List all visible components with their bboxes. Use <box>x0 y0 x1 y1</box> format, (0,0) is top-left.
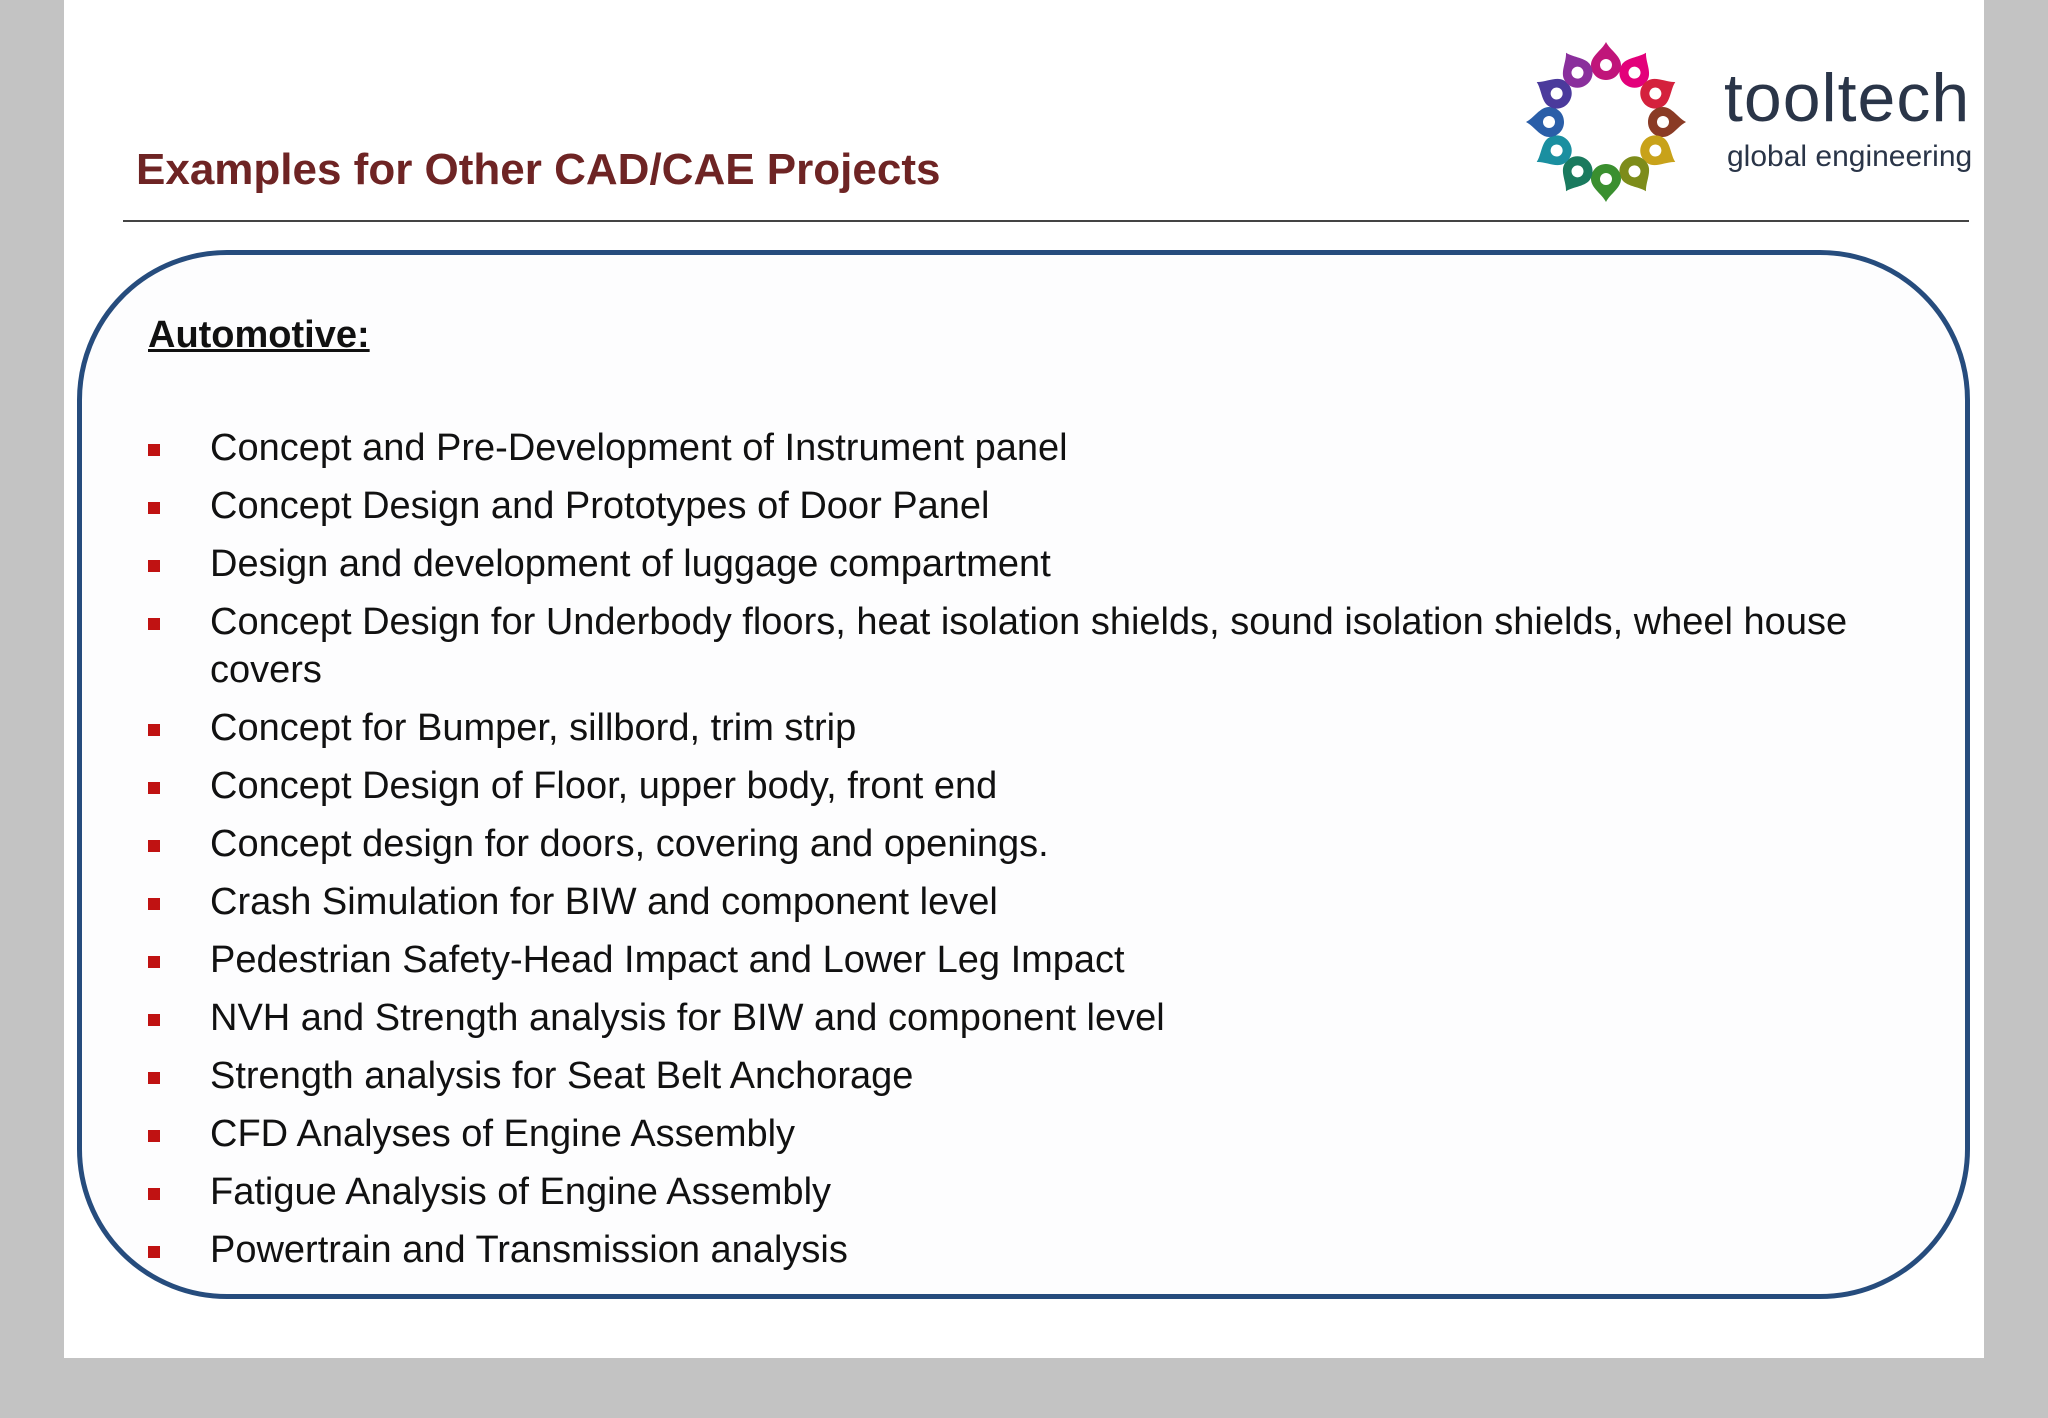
list-item <box>148 598 1968 694</box>
bullet-square-icon <box>148 898 160 910</box>
list-item <box>148 994 1968 1042</box>
project-list <box>148 424 1968 1284</box>
bullet-square-icon <box>148 502 160 514</box>
list-item <box>148 704 1968 752</box>
list-item <box>148 1110 1968 1158</box>
list-item-text: Powertrain and Transmission analysis <box>210 1229 848 1271</box>
logo-pin-icon <box>1591 42 1621 80</box>
list-item <box>148 936 1968 984</box>
bullet-square-icon <box>148 956 160 968</box>
list-item <box>148 1052 1968 1100</box>
slide-title: Examples for Other CAD/CAE Projects <box>136 145 941 194</box>
bullet-square-icon <box>148 1072 160 1084</box>
company-logo <box>1516 30 1976 210</box>
title-divider <box>123 220 1969 222</box>
logo-tagline: global engineering <box>1727 140 1973 173</box>
list-item-text: Fatigue Analysis of Engine Assembly <box>210 1171 832 1213</box>
bullet-square-icon <box>148 444 160 456</box>
list-item-text: Concept Design for Underbody floors, heat isolation shields, sound isolation shields, wheel house covers <box>210 601 1848 691</box>
logo-pin-icon <box>1526 107 1564 137</box>
list-item-text: Design and development of luggage compartment <box>210 543 1051 585</box>
logo-name: tooltech <box>1724 60 1971 136</box>
bullet-square-icon <box>148 1246 160 1258</box>
list-item-text: Concept for Bumper, sillbord, trim strip <box>210 707 857 749</box>
bullet-square-icon <box>148 1130 160 1142</box>
list-item <box>148 424 1968 472</box>
slide <box>64 0 1984 1358</box>
list-item-text: Pedestrian Safety-Head Impact and Lower Leg Impact <box>210 939 1125 981</box>
list-item <box>148 1168 1968 1216</box>
logo-pin-icon <box>1591 164 1621 202</box>
list-item-text: Concept Design of Floor, upper body, front end <box>210 765 998 807</box>
list-item <box>148 762 1968 810</box>
list-item-text: Concept and Pre-Development of Instrument panel <box>210 427 1068 469</box>
list-item <box>148 878 1968 926</box>
list-item-text: Concept design for doors, covering and openings. <box>210 823 1049 865</box>
list-item-text: Crash Simulation for BIW and component level <box>210 881 998 923</box>
bullet-square-icon <box>148 840 160 852</box>
logo-pin-icon <box>1648 107 1686 137</box>
list-item-text: Strength analysis for Seat Belt Anchorage <box>210 1055 914 1097</box>
bullet-square-icon <box>148 1014 160 1026</box>
list-item-text: CFD Analyses of Engine Assembly <box>210 1113 796 1155</box>
list-item <box>148 482 1968 530</box>
bullet-square-icon <box>148 1188 160 1200</box>
list-item <box>148 540 1968 588</box>
bullet-square-icon <box>148 724 160 736</box>
bullet-square-icon <box>148 782 160 794</box>
bullet-square-icon <box>148 618 160 630</box>
flower-pin-logo-icon <box>1516 34 1696 210</box>
list-item-text: Concept Design and Prototypes of Door Panel <box>210 485 990 527</box>
bullet-square-icon <box>148 560 160 572</box>
section-heading: Automotive: <box>148 314 370 356</box>
list-item-text: NVH and Strength analysis for BIW and component level <box>210 997 1165 1039</box>
list-item <box>148 1226 1968 1274</box>
list-item <box>148 820 1968 868</box>
